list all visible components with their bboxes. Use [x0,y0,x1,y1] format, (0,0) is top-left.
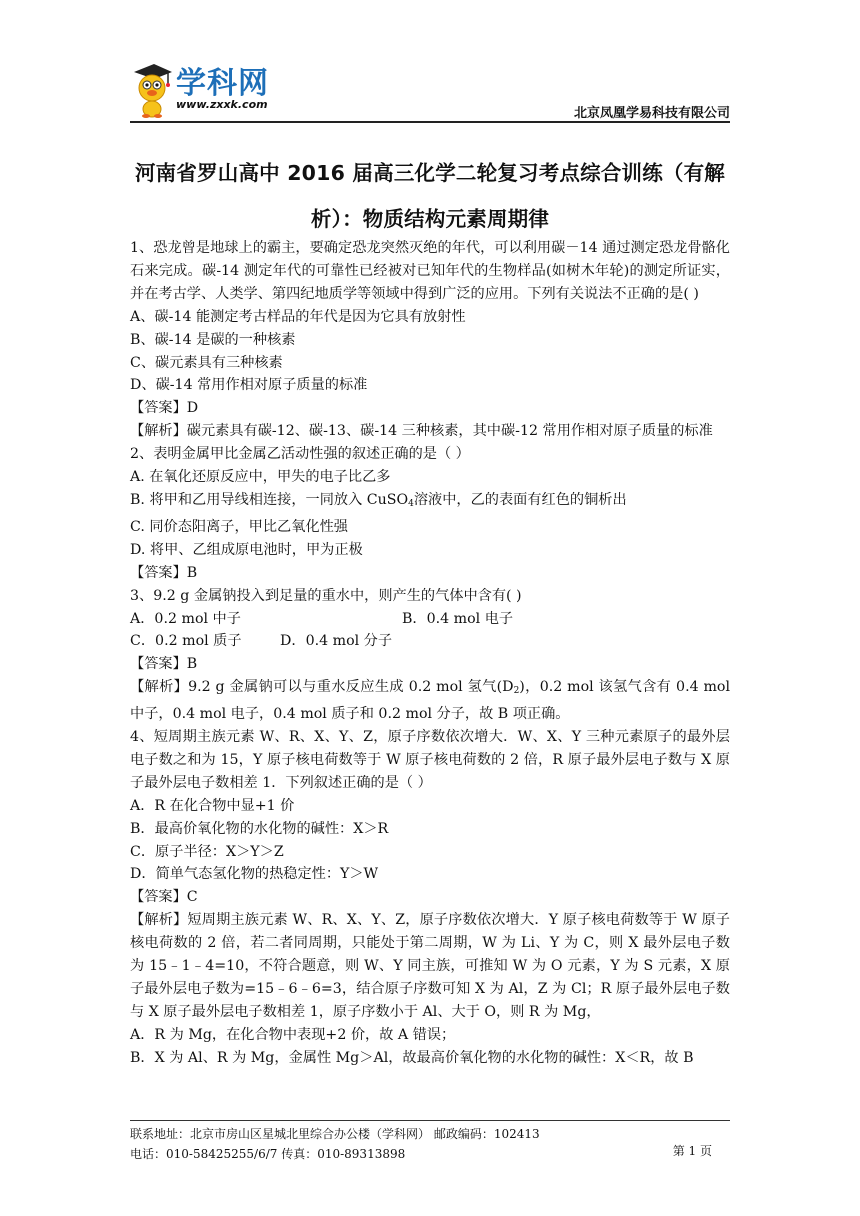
q1-option-b: B、碳-14 是碳的一种核素 [130,331,296,348]
q2-option-b [130,489,730,516]
q4-analysis: 【解析】短周期主族元素 W、R、X、Y、Z，原子序数依次增大．Y 原子核电荷数等于 W 原子核电荷数的 2 倍，若二者同周期，只能处于第二周期，W 为 Li、Y 为 C，则 X 最外层电子数为 15﹣1﹣4=10，不符合题意，则 W、Y 同主族，可推知 W 为 O 元素，Y 为 S 元素，X 原子最外层电子数为=15﹣6﹣6=3，结合原子序数可知 X 为 Al，Z 为 Cl；R 原子最外层电子数与 X 原子最外层电子数相差 1，原子序数小于 Al、大于 O，则 R 为 Mg， [130,912,730,1020]
q3-analysis-post: )，0.2 mol 该氢气含有 0.4 mol 中子，0.4 mol 电子，0.4 mol 质子和 0.2 mol 分子，故 B 项正确。 [130,679,731,723]
page-footer [130,1124,730,1164]
footer-divider [130,1120,730,1121]
q2-option-d: D. 将甲、乙组成原电池时，甲为正极 [130,541,363,558]
q2-option-b-pre: B. 将甲和乙用导线相连接，一同放入 CuSO [130,491,409,508]
q2-option-b-subscript: 4 [408,498,414,509]
q3-answer: 【答案】B [130,656,198,673]
q3-stem: 3、9.2 g 金属钠投入到足量的重水中，则产生的气体中含有( ) [130,587,522,604]
q1-analysis: 【解析】碳元素具有碳-12、碳-13、碳-14 三种核素，其中碳-12 常用作相对原子质量的标准 [130,423,713,440]
q2-option-c: C. 同价态阳离子，甲比乙氧化性强 [130,518,348,535]
q3-option-c: C．0.2 mol 质子 [130,633,242,650]
mascot-logo-icon [130,60,174,118]
title-line-1: 河南省罗山高中 2016 届高三化学二轮复习考点综合训练（有解 [134,161,726,185]
q4-analysis-a: A．R 为 Mg，在化合物中表现+2 价，故 A 错误； [130,1026,456,1043]
q1-option-a: A、碳-14 能测定考古样品的年代是因为它具有放射性 [130,308,466,325]
q4-option-a: A．R 在化合物中显+1 价 [130,797,295,814]
q2-stem: 2、表明金属甲比金属乙活动性强的叙述正确的是（ ） [130,446,470,463]
q4-option-b: B．最高价氧化物的水化物的碱性：X＞R [130,820,389,837]
q3-option-d: D．0.4 mol 分子 [280,633,393,650]
q1-stem: 1、恐龙曾是地球上的霸主，要确定恐龙突然灭绝的年代，可以利用碳－14 通过测定恐龙骨骼化石来完成。碳-14 测定年代的可靠性已经被对已知年代的生物样品(如树木年轮)的测定所证实，并在考古学、人类学、第四纪地质学等领域中得到广泛的应用。下列有关说法不正确的是( ) [130,240,730,302]
document-title [130,150,730,242]
q3-option-a: A．0.2 mol 中子 [130,610,241,627]
q3-analysis-pre: 【解析】9.2 g 金属钠可以与重水反应生成 0.2 mol 氢气(D [130,679,514,696]
q4-analysis-b: B．X 为 Al、R 为 Mg，金属性 Mg＞Al，故最高价氧化物的水化物的碱性：X＜R，故 B [130,1049,694,1066]
page-number: 第 1 页 [672,1144,712,1158]
q2-option-b-post: 溶液中，乙的表面有红色的铜析出 [413,491,627,508]
q1-answer: 【答案】D [130,400,199,417]
q1-option-c: C、碳元素具有三种核素 [130,354,283,371]
q2-option-a: A. 在氧化还原反应中，甲失的电子比乙多 [130,469,391,486]
title-line-2: 析）：物质结构元素周期律 [310,207,550,231]
document-body [130,237,730,1070]
page-header [130,58,730,122]
q3-option-b: B．0.4 mol 电子 [402,610,514,627]
q3-analysis [130,676,730,726]
header-divider [130,121,730,123]
q4-option-c: C．原子半径：X＞Y＞Z [130,843,284,860]
q3-options-ab [130,608,730,631]
q4-option-d: D．简单气态氢化物的热稳定性：Y＞W [130,866,379,883]
company-name: 北京凤凰学易科技有限公司 [573,106,730,121]
logo-url[interactable]: www.zxxk.com [176,98,268,111]
q3-options-cd [130,630,730,653]
q4-answer: 【答案】C [130,889,198,906]
q4-stem: 4、短周期主族元素 W、R、X、Y、Z，原子序数依次增大．W、X、Y 三种元素原子的最外层电子数之和为 15，Y 原子核电荷数等于 W 原子核电荷数的 2 倍，R 原子最外层电子数与 X 原子最外层电子数相差 1．下列叙述正确的是（ ） [130,729,730,791]
q2-answer: 【答案】B [130,564,198,581]
footer-address: 联系地址：北京市房山区星城北里综合办公楼（学科网） 邮政编码：102413 [130,1127,540,1141]
footer-phone: 电话：010-58425255/6/7 传真：010-89313898 [130,1147,406,1161]
q3-analysis-subscript: 2 [513,686,520,697]
logo-text: 学科网 [176,66,269,101]
q1-option-d: D、碳-14 常用作相对原子质量的标准 [130,377,368,394]
